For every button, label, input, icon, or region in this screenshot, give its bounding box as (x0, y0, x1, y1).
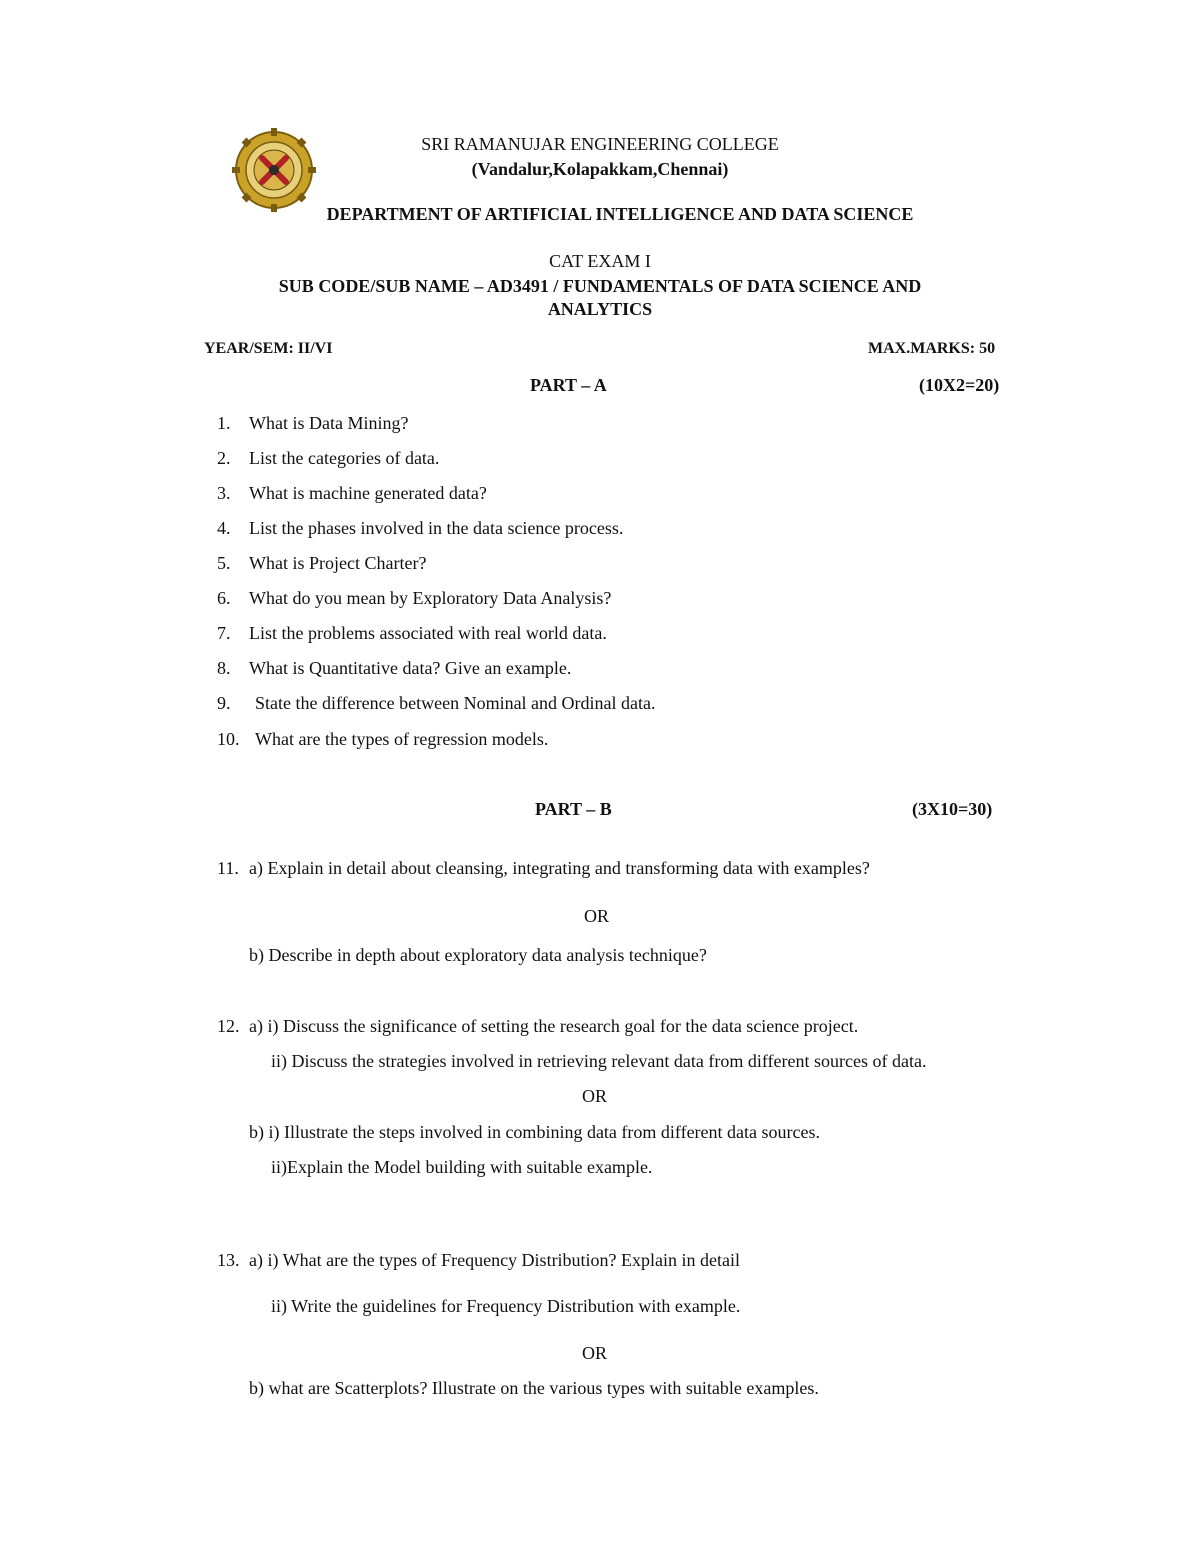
max-marks: MAX.MARKS: 50 (868, 340, 996, 357)
question-text: What is Project Charter? (249, 553, 427, 573)
question-text: State the difference between Nominal and Ordinal data. (255, 693, 656, 713)
year-sem: YEAR/SEM: II/VI (204, 340, 333, 357)
question-number: 9. (217, 693, 231, 713)
question-text: What is machine generated data? (249, 483, 487, 503)
question-text: What is Quantitative data? Give an example. (249, 658, 572, 678)
question-text: List the phases involved in the data science process. (249, 518, 624, 538)
question-12a-i: a) i) Discuss the significance of setting the research goal for the data science project. (249, 1016, 859, 1036)
or-separator: OR (582, 1086, 608, 1106)
question-13b: b) what are Scatterplots? Illustrate on the various types with suitable examples. (249, 1378, 819, 1398)
question-number: 2. (217, 448, 231, 468)
question-number: 8. (217, 658, 231, 678)
question-text: What do you mean by Exploratory Data Analysis? (249, 588, 612, 608)
question-number: 13. (217, 1250, 240, 1270)
question-text: List the categories of data. (249, 448, 440, 468)
subject-line-1: SUB CODE/SUB NAME – AD3491 / FUNDAMENTALS OF DATA SCIENCE AND (278, 276, 922, 296)
question-number: 3. (217, 483, 231, 503)
question-number: 10. (217, 729, 240, 749)
question-number: 4. (217, 518, 231, 538)
or-separator: OR (584, 906, 610, 926)
question-number: 7. (217, 623, 231, 643)
exam-title: CAT EXAM I (549, 251, 651, 271)
question-12b-ii: ii)Explain the Model building with suitable example. (271, 1157, 653, 1177)
question-number: 5. (217, 553, 231, 573)
college-name: SRI RAMANUJAR ENGINEERING COLLEGE (421, 134, 779, 154)
part-b-title: PART – B (535, 799, 612, 819)
question-11a: a) Explain in detail about cleansing, integrating and transforming data with examples? (249, 858, 870, 878)
department-title: DEPARTMENT OF ARTIFICIAL INTELLIGENCE AND DATA SCIENCE (326, 204, 914, 224)
subject-line-2: ANALYTICS (547, 299, 653, 319)
question-text: List the problems associated with real world data. (249, 623, 607, 643)
question-12b-i: b) i) Illustrate the steps involved in combining data from different data sources. (249, 1122, 821, 1142)
part-a-marks: (10X2=20) (919, 375, 1000, 395)
question-text: What are the types of regression models. (255, 729, 549, 749)
part-a-title: PART – A (530, 375, 607, 395)
question-12a-ii: ii) Discuss the strategies involved in retrieving relevant data from different sources of data. (271, 1051, 927, 1071)
question-text: What is Data Mining? (249, 413, 409, 433)
question-13a-i: a) i) What are the types of Frequency Distribution? Explain in detail (249, 1250, 741, 1270)
question-number: 11. (217, 858, 239, 878)
question-number: 6. (217, 588, 231, 608)
question-13a-ii: ii) Write the guidelines for Frequency Distribution with example. (271, 1296, 741, 1316)
question-number: 1. (217, 413, 231, 433)
question-number: 12. (217, 1016, 240, 1036)
or-separator: OR (582, 1343, 608, 1363)
question-11b: b) Describe in depth about exploratory data analysis technique? (249, 945, 707, 965)
college-location: (Vandalur,Kolapakkam,Chennai) (471, 159, 729, 179)
part-b-marks: (3X10=30) (912, 799, 993, 819)
